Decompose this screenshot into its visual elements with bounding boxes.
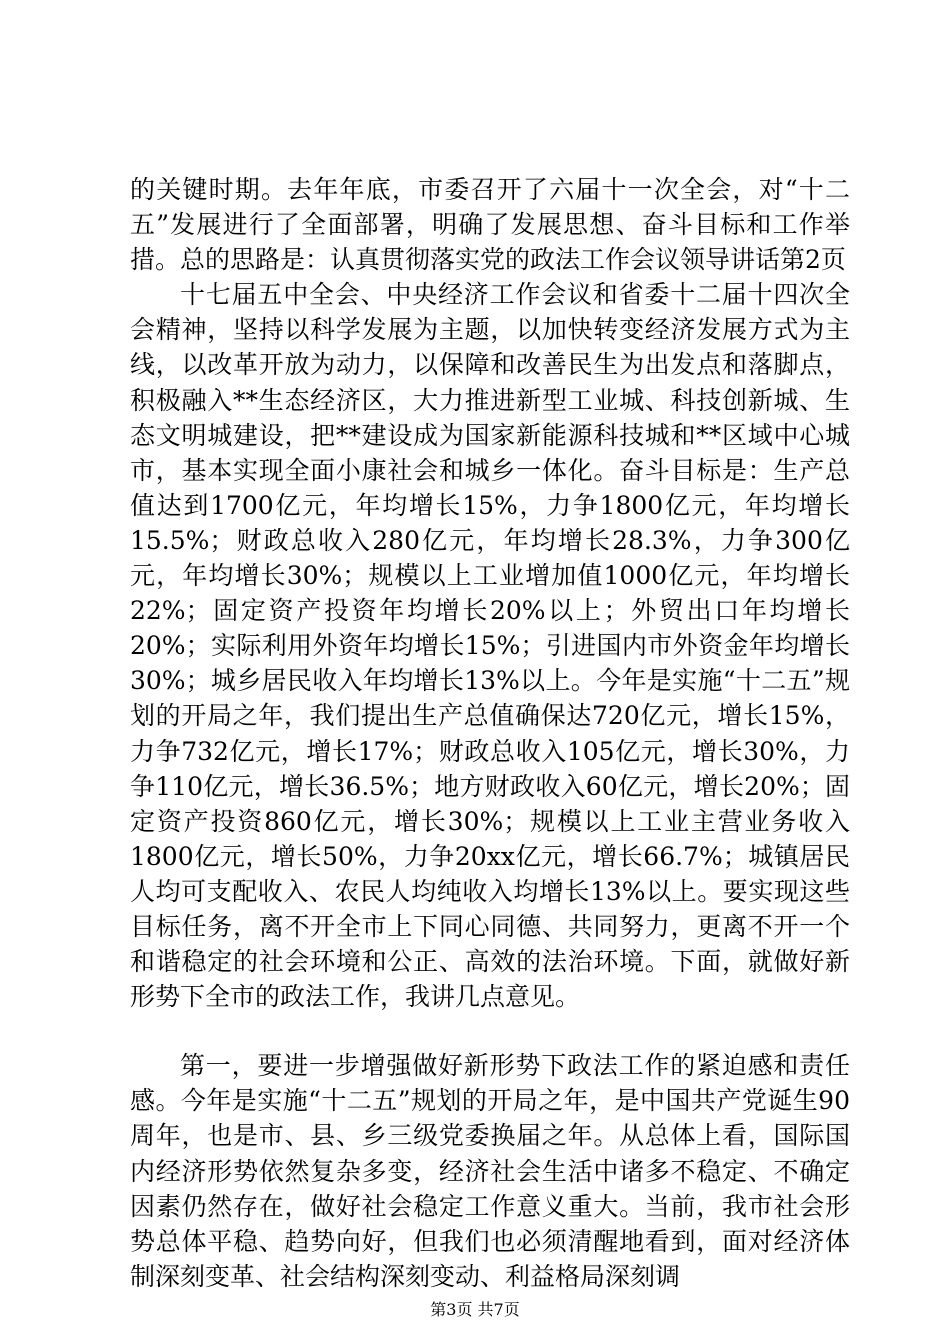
paragraph-first-point: 第一，要进一步增强做好新形势下政法工作的紧迫感和责任感。今年是实施“十二五”规划的开局之年，是中国共产党诞生90周年，也是市、县、乡三级党委换届之年。从总体上看，国际国内经济形势依然复杂多变，经济社会生活中诸多不稳定、不确定因素仍然存在，做好社会稳定工作意义重大。当前，我市社会形势总体平稳、趋势向好，但我们也必须清醒地看到，面对经济体制深刻变革、社会结构深刻变动、利益格局深刻调 [130,1051,850,1291]
document-body [130,172,850,1294]
page-footer: 第3页 共7页 [430,1300,520,1319]
paragraph-goals: 十七届五中全会、中央经济工作会议和省委十二届十四次全会精神，坚持以科学发展为主题，以加快转变经济发展方式为主线，以改革开放为动力，以保障和改善民生为出发点和落脚点，积极融入**生态经济区，大力推进新型工业城、科技创新城、生态文明城建设，把**建设成为国家新能源科技城和**区域中心城市，基本实现全面小康社会和城乡一体化。奋斗目标是：生产总值达到1700亿元，年均增长15%，力争1800亿元，年均增长15.5%；财政总收入280亿元，年均增长28.3%，力争300亿元，年均增长30%；规模以上工业增加值1000亿元，年均增长22%；固定资产投资年均增长20%以上；外贸出口年均增长20%；实际利用外资年均增长15%；引进国内市外资金年均增长30%；城乡居民收入年均增长13%以上。今年是实施“十二五”规划的开局之年，我们提出生产总值确保达720亿元，增长15%，力争732亿元，增长17%；财政总收入105亿元，增长30%，力争110亿元，增长36.5%；地方财政收入60亿元，增长20%；固定资产投资860亿元，增长30%；规模以上工业主营业务收入1800亿元，增长50%，力争20xx亿元，增长66.7%；城镇居民人均可支配收入、农民人均纯收入均增长13%以上。要实现这些目标任务，离不开全市上下同心同德、共同努力，更离不开一个和谐稳定的社会环境和公正、高效的法治环境。下面，就做好新形势下全市的政法工作，我讲几点意见。 [130,280,850,1012]
paragraph-continuation: 的关键时期。去年年底，市委召开了六届十一次全会，对“十二五”发展进行了全面部署，明确了发展思想、奋斗目标和工作举措。总的思路是：认真贯彻落实党的政法工作会议领导讲话第2页 [130,175,850,275]
